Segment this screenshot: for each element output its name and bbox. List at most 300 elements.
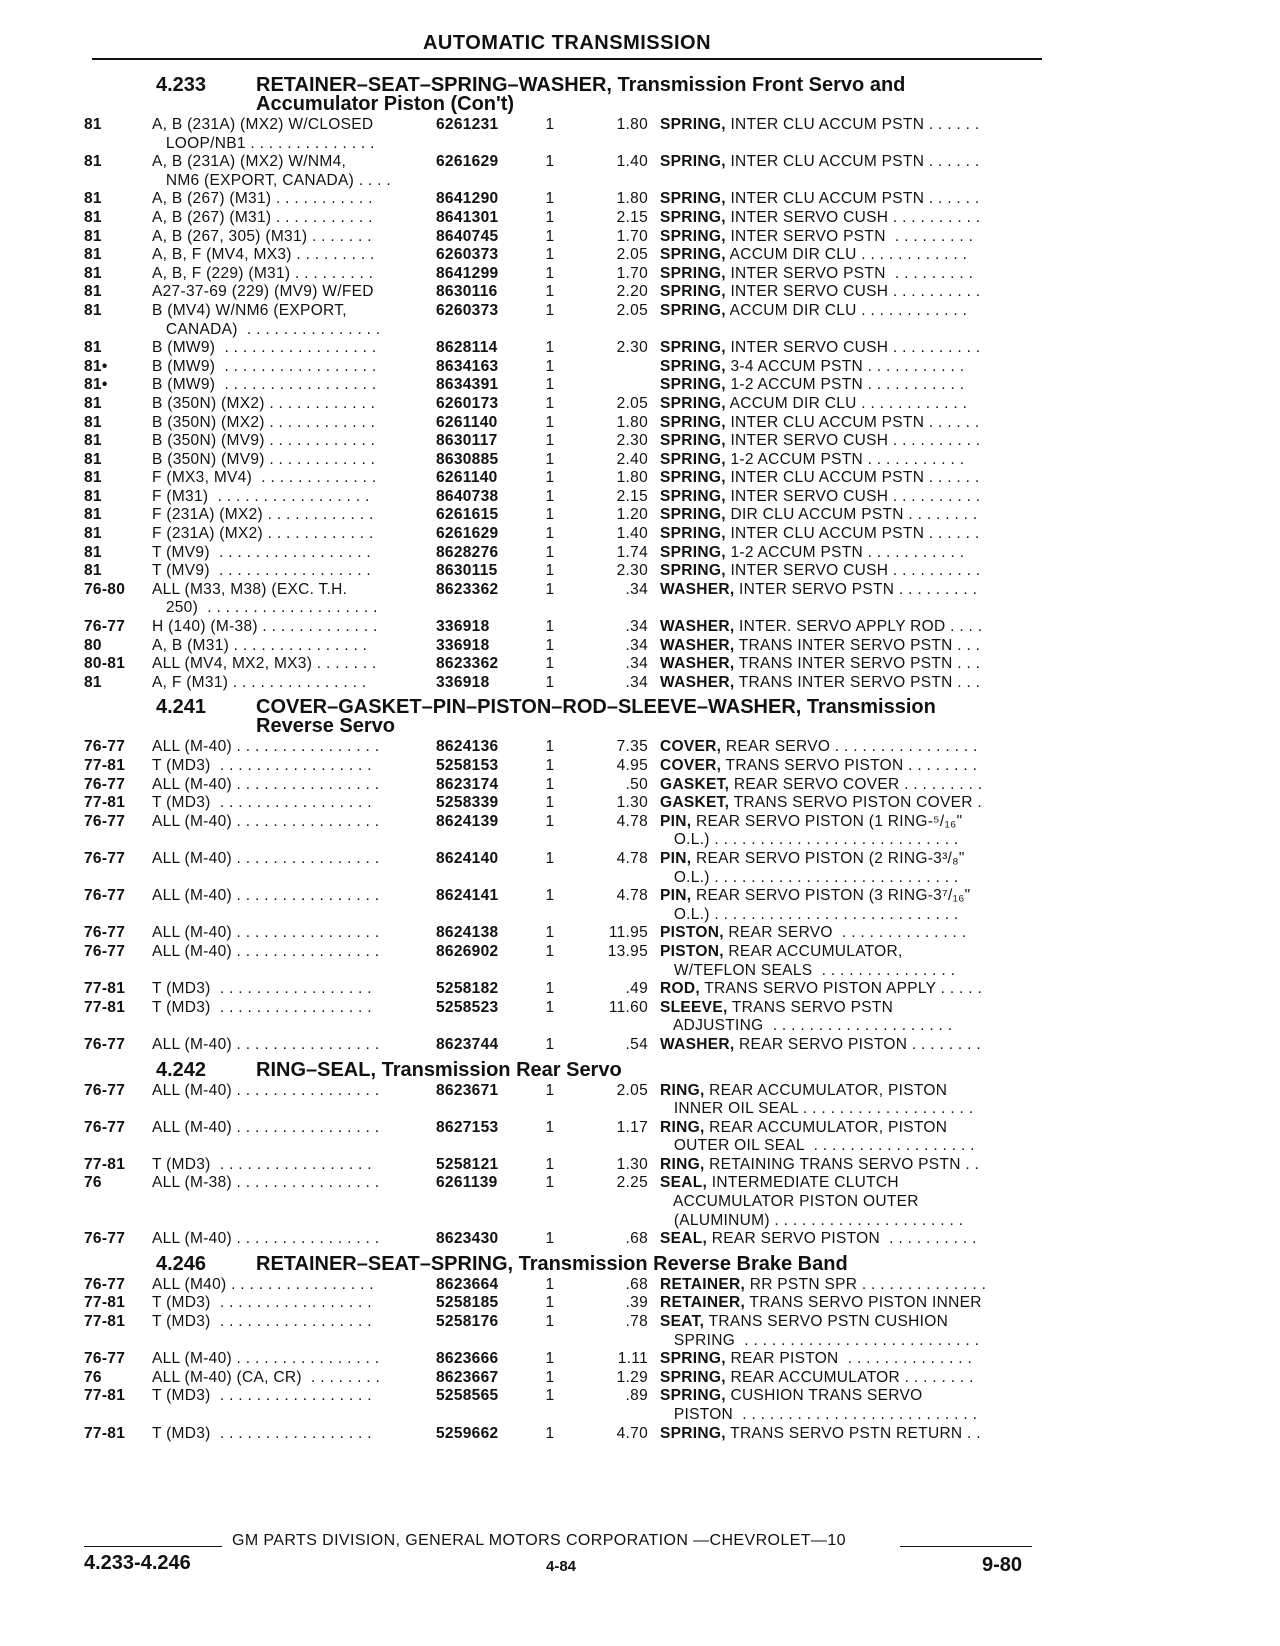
part-number: 8623671 — [436, 1081, 499, 1099]
table-row — [84, 738, 1044, 757]
price: 2.25 — [616, 1174, 648, 1192]
description — [660, 451, 1044, 470]
section-title — [256, 698, 1044, 736]
description — [660, 637, 1044, 656]
description — [660, 376, 1044, 395]
price: 1.30 — [616, 1155, 648, 1173]
table-row — [84, 488, 1044, 507]
description — [660, 1230, 1044, 1249]
application: A, B (267) (M31) . . . . . . . . . . . — [152, 190, 373, 208]
model-year: 81• — [84, 376, 108, 394]
table-row — [84, 414, 1044, 433]
application: ALL (M-40) . . . . . . . . . . . . . . . . — [152, 1118, 380, 1136]
price: 11.60 — [608, 998, 648, 1016]
quantity: 1 — [545, 543, 555, 561]
description-keyword: SPRING, — [660, 1387, 726, 1405]
application: B (350N) (MV9) . . . . . . . . . . . . — [152, 450, 376, 468]
application: ALL (M-40) . . . . . . . . . . . . . . . . — [152, 887, 380, 905]
part-number: 6261140 — [436, 469, 498, 487]
quantity: 1 — [545, 1035, 555, 1053]
model-year: 76-77 — [84, 1118, 126, 1136]
description — [660, 581, 1044, 618]
description — [660, 228, 1044, 247]
table-row — [84, 1230, 1044, 1249]
application: A, B, F (229) (M31) . . . . . . . . . — [152, 264, 374, 282]
description — [660, 850, 1044, 887]
description-text: REAR SERVO . . . . . . . . . . . . . . . . — [721, 738, 978, 756]
part-number: 8630117 — [436, 432, 498, 450]
description-text: DIR CLU ACCUM PSTN . . . . . . . . — [725, 506, 978, 524]
table-row — [84, 674, 1044, 693]
header-rule — [92, 58, 1042, 60]
description-keyword: WASHER, — [660, 636, 735, 654]
model-year: 77-81 — [84, 757, 126, 774]
part-number: 8623664 — [436, 1275, 499, 1293]
footer-date-code: 9-80 — [982, 1554, 1023, 1576]
price: .78 — [625, 1313, 648, 1331]
quantity: 1 — [545, 757, 555, 774]
description-text: ACCUM DIR CLU . . . . . . . . . . . . — [725, 246, 968, 264]
description — [660, 1425, 1044, 1444]
quantity: 1 — [545, 655, 555, 673]
description — [660, 544, 1044, 563]
description — [660, 246, 1044, 265]
quantity: 1 — [545, 812, 555, 830]
description-text: REAR SERVO PISTON (3 RING-3⁷/₁₆" O.L.) . . . . . . . . . . . . . . . . . . . . . . . . . . . — [673, 887, 971, 923]
part-number: 8630885 — [436, 450, 499, 468]
part-number: 5259662 — [436, 1424, 499, 1442]
application: F (231A) (MX2) . . . . . . . . . . . . — [152, 525, 374, 543]
application: B (350N) (MX2) . . . . . . . . . . . . — [152, 413, 376, 431]
description-keyword: SPRING, — [660, 562, 726, 580]
quantity: 1 — [545, 998, 555, 1016]
model-year: 76 — [84, 1174, 102, 1192]
section-title — [256, 1058, 1044, 1081]
description-keyword: SPRING, — [660, 301, 726, 319]
quantity: 1 — [545, 190, 555, 208]
model-year: 76-77 — [84, 849, 126, 867]
description — [660, 943, 1044, 980]
description-keyword: SPRING, — [660, 469, 726, 487]
model-year: 81 — [84, 487, 102, 505]
description-text: INTER CLU ACCUM PSTN . . . . . . — [725, 190, 980, 208]
price: .54 — [625, 1035, 648, 1053]
price: 2.05 — [616, 394, 648, 412]
model-year: 76-77 — [84, 924, 126, 942]
price: 1.11 — [617, 1350, 648, 1368]
description-text: REAR ACCUMULATOR, W/TEFLON SEALS . . . . . . . . . . . . . . . — [673, 942, 956, 979]
description-keyword: SEAL, — [660, 1230, 708, 1248]
part-number: 8641290 — [436, 190, 499, 208]
price — [576, 358, 660, 377]
section-heading — [84, 76, 1044, 114]
quantity: 1 — [545, 738, 555, 756]
description — [660, 1082, 1044, 1119]
description-text: REAR SERVO PISTON (2 RING-3³/₈" O.L.) . . . . . . . . . . . . . . . . . . . . . . . . . . . — [673, 849, 965, 886]
table-row — [84, 562, 1044, 581]
price: 1.80 — [616, 116, 648, 133]
model-year: 81 — [84, 283, 102, 301]
part-number: 336918 — [436, 636, 490, 654]
description-text: INTER CLU ACCUM PSTN . . . . . . — [725, 413, 980, 431]
part-number: 8634391 — [436, 376, 499, 394]
table-row — [84, 581, 1044, 618]
description-keyword: SPRING, — [660, 357, 726, 375]
table-row — [84, 757, 1044, 776]
part-number: 6260173 — [436, 394, 499, 412]
part-number: 5258185 — [436, 1294, 499, 1312]
table-row — [84, 1174, 1044, 1230]
quantity: 1 — [545, 580, 555, 598]
quantity: 1 — [545, 450, 555, 468]
model-year: 76-77 — [84, 738, 126, 756]
quantity: 1 — [545, 1155, 555, 1173]
part-number: 8628114 — [436, 339, 498, 357]
description-text: TRANS INTER SERVO PSTN . . . — [734, 636, 981, 654]
quantity: 1 — [545, 618, 555, 636]
part-number: 8624141 — [436, 887, 499, 905]
description-text: RETAINING TRANS SERVO PSTN . . — [704, 1155, 980, 1173]
model-year: 76-80 — [84, 580, 126, 598]
price: 2.05 — [616, 246, 648, 264]
quantity: 1 — [545, 357, 555, 375]
part-number: 8626902 — [436, 942, 499, 960]
quantity: 1 — [545, 775, 555, 793]
description — [660, 432, 1044, 451]
description-text: TRANS SERVO PISTON . . . . . . . . — [721, 757, 978, 774]
description-keyword: WASHER, — [660, 1035, 735, 1053]
part-number: 5258339 — [436, 794, 499, 812]
model-year: 80 — [84, 636, 102, 654]
description — [660, 674, 1044, 693]
price: .39 — [625, 1294, 648, 1312]
quantity: 1 — [545, 849, 555, 867]
description-keyword: ROD, — [660, 980, 700, 998]
table-row — [84, 283, 1044, 302]
price: 1.70 — [616, 264, 648, 282]
application: ALL (M-40) . . . . . . . . . . . . . . . . — [152, 812, 380, 830]
table-row — [84, 1313, 1044, 1350]
application: T (MD3) . . . . . . . . . . . . . . . . . — [152, 1424, 372, 1442]
quantity: 1 — [545, 506, 555, 524]
description-text: INTER SERVO CUSH . . . . . . . . . . — [725, 339, 981, 357]
description-text: INTER CLU ACCUM PSTN . . . . . . — [725, 525, 980, 543]
quantity: 1 — [545, 924, 555, 942]
table-row — [84, 358, 1044, 377]
table-row — [84, 153, 1044, 190]
part-number: 5258523 — [436, 998, 499, 1016]
model-year: 76-77 — [84, 942, 126, 960]
description-keyword: SEAL, — [660, 1174, 708, 1192]
quantity: 1 — [545, 1081, 555, 1099]
model-year: 77-81 — [84, 1155, 126, 1173]
description-text: REAR SERVO COVER . . . . . . . . . — [729, 775, 983, 793]
description — [660, 1174, 1044, 1230]
application: H (140) (M-38) . . . . . . . . . . . . . — [152, 618, 378, 636]
price: 4.78 — [616, 887, 648, 905]
description — [660, 1276, 1044, 1295]
description — [660, 1294, 1044, 1313]
description — [660, 887, 1044, 924]
model-year: 76-77 — [84, 1230, 126, 1248]
model-year: 76-77 — [84, 887, 126, 905]
application: B (MW9) . . . . . . . . . . . . . . . . . — [152, 357, 377, 375]
quantity: 1 — [545, 1275, 555, 1293]
section-number: 4.241 — [156, 696, 207, 719]
quantity: 1 — [545, 1230, 555, 1248]
part-number: 8634163 — [436, 357, 499, 375]
application: ALL (M-38) . . . . . . . . . . . . . . . . — [152, 1174, 380, 1192]
description-keyword: RETAINER, — [660, 1275, 746, 1293]
model-year: 81 — [84, 264, 102, 282]
table-row — [84, 432, 1044, 451]
price: 4.95 — [616, 757, 648, 774]
section-title-line1: RETAINER–SEAT–SPRING, Transmission Reverse Brake Band — [256, 1252, 848, 1275]
description — [660, 302, 1044, 339]
section-title — [256, 76, 1044, 114]
table-row — [84, 302, 1044, 339]
price: 2.30 — [616, 562, 648, 580]
part-number: 8640738 — [436, 487, 499, 505]
description — [660, 1036, 1044, 1055]
model-year: 77-81 — [84, 980, 126, 998]
description-keyword: SPRING, — [660, 227, 726, 245]
application: T (MV9) . . . . . . . . . . . . . . . . . — [152, 543, 372, 561]
description-keyword: SLEEVE, — [660, 998, 728, 1016]
model-year: 81 — [84, 506, 102, 524]
model-year: 77-81 — [84, 998, 126, 1016]
description-text: 1-2 ACCUM PSTN . . . . . . . . . . . — [725, 450, 965, 468]
part-number: 6261139 — [436, 1174, 498, 1192]
table-row — [84, 451, 1044, 470]
section-title-line1: RING–SEAL, Transmission Rear Servo — [256, 1058, 622, 1081]
quantity: 1 — [545, 208, 555, 226]
description — [660, 776, 1044, 795]
description-text: REAR SERVO . . . . . . . . . . . . . . — [723, 924, 967, 942]
description-text: 1-2 ACCUM PSTN . . . . . . . . . . . — [725, 543, 965, 561]
description-keyword: SPRING, — [660, 264, 726, 282]
application: A27-37-69 (229) (MV9) W/FED — [152, 283, 374, 301]
part-number: 8623362 — [436, 655, 499, 673]
price — [576, 376, 660, 395]
model-year: 76-77 — [84, 1275, 126, 1293]
part-number: 8627153 — [436, 1118, 499, 1136]
table-row — [84, 1369, 1044, 1388]
section-title-line2: Reverse Servo — [256, 715, 395, 738]
description-keyword: SPRING, — [660, 525, 726, 543]
description-keyword: SEAT, — [660, 1313, 705, 1331]
application: A, B (231A) (MX2) W/NM4, NM6 (EXPORT, CANADA) . . . . — [152, 153, 391, 189]
quantity: 1 — [545, 1424, 555, 1442]
table-row — [84, 618, 1044, 637]
description-text: TRANS SERVO PISTON COVER . — [729, 794, 982, 812]
description-text: INTER SERVO CUSH . . . . . . . . . . — [725, 283, 981, 301]
description-keyword: RETAINER, — [660, 1294, 746, 1312]
part-number: 8624139 — [436, 812, 499, 830]
section-title-line2: Accumulator Piston (Con't) — [256, 93, 515, 115]
model-year: 77-81 — [84, 1424, 126, 1442]
description — [660, 1313, 1044, 1350]
table-row — [84, 339, 1044, 358]
description — [660, 190, 1044, 209]
description — [660, 116, 1044, 153]
table-row — [84, 1294, 1044, 1313]
table-row — [84, 943, 1044, 980]
model-year: 76-77 — [84, 1035, 126, 1053]
quantity: 1 — [545, 469, 555, 487]
application: A, B (M31) . . . . . . . . . . . . . . . — [152, 636, 368, 654]
description-keyword: RING, — [660, 1118, 705, 1136]
quantity: 1 — [545, 1350, 555, 1368]
application: ALL (M-40) . . . . . . . . . . . . . . . . — [152, 775, 380, 793]
model-year: 81 — [84, 673, 102, 691]
part-number: 8641299 — [436, 264, 499, 282]
price: 1.29 — [616, 1368, 648, 1386]
quantity: 1 — [545, 394, 555, 412]
description-keyword: WASHER, — [660, 673, 735, 691]
section-number: 4.246 — [156, 1252, 207, 1275]
table-row — [84, 525, 1044, 544]
quantity: 1 — [545, 487, 555, 505]
description-keyword: PIN, — [660, 849, 692, 867]
application: T (MD3) . . . . . . . . . . . . . . . . . — [152, 1313, 372, 1331]
description-keyword: SPRING, — [660, 450, 726, 468]
model-year: 76 — [84, 1368, 102, 1386]
model-year: 77-81 — [84, 1294, 126, 1312]
part-number: 8624138 — [436, 924, 499, 942]
description-keyword: PISTON, — [660, 942, 724, 960]
application: T (MD3) . . . . . . . . . . . . . . . . . — [152, 757, 372, 774]
description-text: INTER. SERVO APPLY ROD . . . . — [734, 618, 983, 636]
table-row — [84, 655, 1044, 674]
description-keyword: SPRING, — [660, 506, 726, 524]
footer-page-number: 4-84 — [546, 1558, 577, 1575]
description-text: REAR SERVO PISTON . . . . . . . . — [734, 1035, 981, 1053]
application: B (MV4) W/NM6 (EXPORT, CANADA) . . . . . . . . . . . . . . . — [152, 301, 381, 338]
table-row — [84, 506, 1044, 525]
part-number: 6261629 — [436, 153, 499, 171]
part-number: 6261629 — [436, 525, 499, 543]
description-keyword: PISTON, — [660, 924, 724, 942]
description-text: REAR ACCUMULATOR, PISTON OUTER OIL SEAL . . . . . . . . . . . . . . . . . . — [673, 1118, 975, 1155]
table-row — [84, 116, 1044, 153]
description-text: REAR SERVO PISTON . . . . . . . . . . — [707, 1230, 977, 1248]
description — [660, 506, 1044, 525]
table-row — [84, 1276, 1044, 1295]
quantity: 1 — [545, 1387, 555, 1405]
section-title — [256, 1252, 1044, 1275]
part-number: 8624136 — [436, 738, 499, 756]
application: ALL (M-40) . . . . . . . . . . . . . . . . — [152, 1081, 380, 1099]
part-number: 8623174 — [436, 775, 499, 793]
description — [660, 1369, 1044, 1388]
section-number: 4.242 — [156, 1058, 207, 1081]
description-keyword: SPRING, — [660, 1350, 726, 1368]
quantity: 1 — [545, 980, 555, 998]
table-row — [84, 887, 1044, 924]
application: T (MD3) . . . . . . . . . . . . . . . . . — [152, 980, 372, 998]
model-year: 81 — [84, 394, 102, 412]
footer-section-range: 4.233-4.246 — [84, 1552, 191, 1574]
price: 4.78 — [616, 849, 648, 867]
part-number: 336918 — [436, 618, 490, 636]
description — [660, 414, 1044, 433]
price: .68 — [625, 1230, 648, 1248]
description-text: TRANS INTER SERVO PSTN . . . — [734, 655, 981, 673]
application: ALL (M40) . . . . . . . . . . . . . . . . — [152, 1275, 374, 1293]
quantity: 1 — [545, 339, 555, 357]
table-row — [84, 1350, 1044, 1369]
model-year: 81• — [84, 357, 108, 375]
part-number: 6261231 — [436, 116, 499, 133]
application: F (231A) (MX2) . . . . . . . . . . . . — [152, 506, 374, 524]
model-year: 81 — [84, 543, 102, 561]
application: T (MD3) . . . . . . . . . . . . . . . . . — [152, 1387, 372, 1405]
price: .34 — [625, 618, 648, 636]
model-year: 77-81 — [84, 794, 126, 812]
table-row — [84, 265, 1044, 284]
description-text: 1-2 ACCUM PSTN . . . . . . . . . . . — [725, 376, 965, 394]
model-year: 81 — [84, 116, 102, 133]
model-year: 76-77 — [84, 1350, 126, 1368]
description — [660, 209, 1044, 228]
description-keyword: SPRING, — [660, 190, 726, 208]
description-keyword: SPRING, — [660, 1368, 726, 1386]
quantity: 1 — [545, 636, 555, 654]
description-text: REAR PISTON . . . . . . . . . . . . . . — [725, 1350, 973, 1368]
quantity: 1 — [545, 942, 555, 960]
description — [660, 469, 1044, 488]
table-row — [84, 209, 1044, 228]
description-keyword: RING, — [660, 1155, 705, 1173]
part-number: 8624140 — [436, 849, 499, 867]
table-row — [84, 544, 1044, 563]
part-number: 8630115 — [436, 562, 498, 580]
part-number: 8623667 — [436, 1368, 499, 1386]
part-number: 8628276 — [436, 543, 499, 561]
description — [660, 562, 1044, 581]
price: 2.15 — [616, 208, 648, 226]
description-keyword: WASHER, — [660, 618, 735, 636]
application: ALL (M-40) . . . . . . . . . . . . . . . . — [152, 738, 380, 756]
description — [660, 358, 1044, 377]
description-keyword: SPRING, — [660, 116, 726, 133]
description — [660, 339, 1044, 358]
quantity: 1 — [545, 432, 555, 450]
description-keyword: PIN, — [660, 887, 692, 905]
table-row — [84, 1119, 1044, 1156]
application: ALL (M-40) . . . . . . . . . . . . . . . . — [152, 849, 380, 867]
description-text: INTER SERVO PSTN . . . . . . . . . — [725, 264, 974, 282]
price: 2.30 — [616, 432, 648, 450]
description-keyword: SPRING, — [660, 432, 726, 450]
description-keyword: WASHER, — [660, 655, 735, 673]
page-title: AUTOMATIC TRANSMISSION — [422, 32, 712, 54]
application: ALL (M-40) . . . . . . . . . . . . . . . . — [152, 942, 380, 960]
price: 1.74 — [616, 543, 648, 561]
part-number: 8641301 — [436, 208, 499, 226]
footer-rule-right — [900, 1546, 1032, 1547]
price: .50 — [625, 775, 648, 793]
description — [660, 999, 1044, 1036]
description — [660, 1387, 1044, 1424]
description-text: ACCUM DIR CLU . . . . . . . . . . . . — [725, 394, 968, 412]
part-number: 6260373 — [436, 301, 499, 319]
price: .89 — [625, 1387, 648, 1405]
part-number: 8640745 — [436, 227, 499, 245]
quantity: 1 — [545, 673, 555, 691]
model-year: 81 — [84, 301, 102, 319]
